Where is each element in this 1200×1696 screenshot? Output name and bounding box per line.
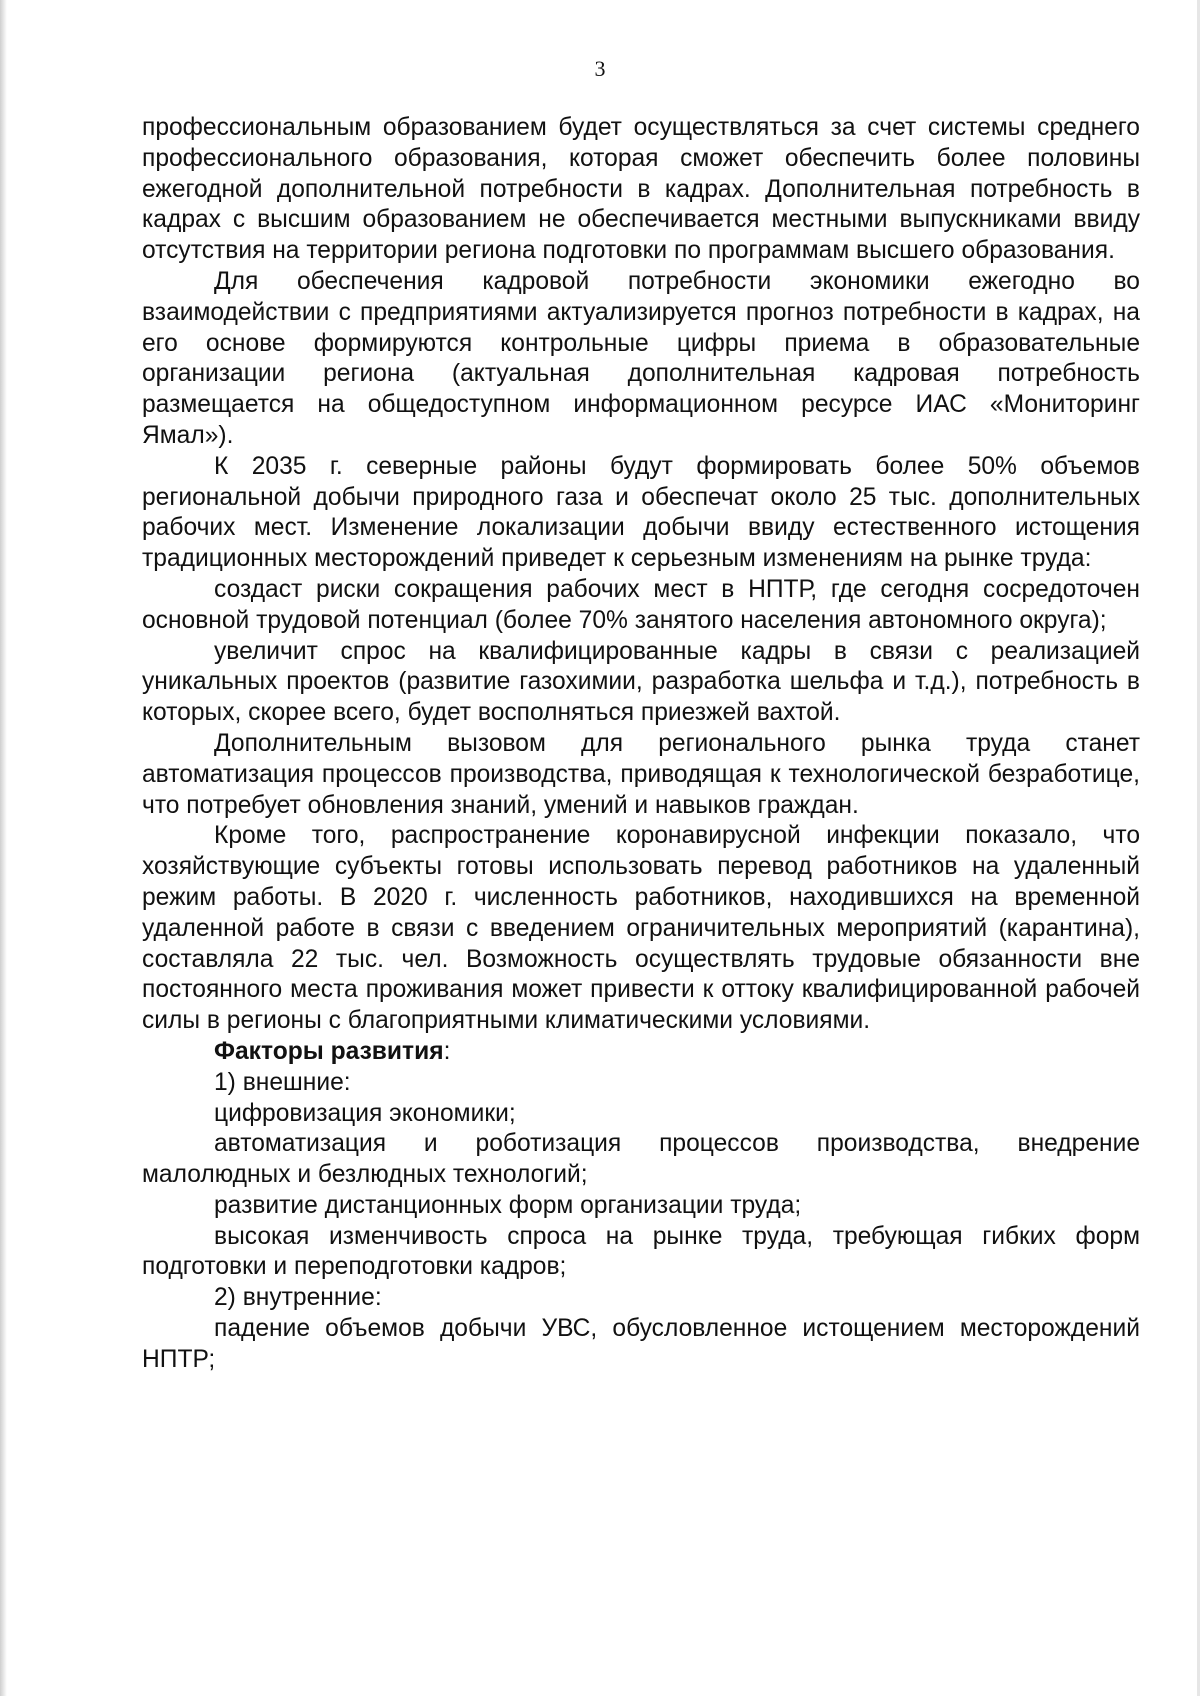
paragraph-staffing-forecast: Для обеспечения кадровой потребности экономики ежегодно во взаимодействии с предприятиями актуализируется прогноз потребности в кадрах, на его основе формируются контрольные цифры приема в образовательные организации региона (актуальная дополнительная кадровая потребность размещается на общедоступном информационном ресурсе ИАС «Мониторинг Ямал»). bbox=[142, 267, 1140, 449]
page-number: 3 bbox=[594, 56, 606, 81]
paragraph-remote-work: Кроме того, распространение коронавирусной инфекции показало, что хозяйствующие субъекты готовы использовать перевод работников на удаленный режим работы. В 2020 г. численность работников, находившихся на временной удаленной работе в связи с введением ограничительных мероприятий (карантина), составляла 22 тыс. чел. Возможность осуществлять трудовые обязанности вне постоянного места проживания может привести к оттоку квалифицированной рабочей силы в регионы с благоприятными климатическими условиями. bbox=[142, 822, 1140, 1035]
list-item-skilled-demand: увеличит спрос на квалифицированные кадры в связи с реализацией уникальных проектов (развитие газохимии, разработка шельфа и т.д.), потребность в которых, скорее всего, будет восполняться приезжей вахтой. bbox=[142, 637, 1140, 727]
factor-internal-item: падение объемов добычи УВС, обусловленное истощением месторождений НПТР; bbox=[142, 1315, 1140, 1373]
paragraph-automation-challenge: Дополнительным вызовом для регионального рынка труда станет автоматизация процессов производства, приводящая к технологической безработице, что потребует обновления знаний, умений и навыков граждан. bbox=[142, 729, 1140, 819]
factors-heading bbox=[142, 1037, 1140, 1068]
factors-internal-label: 2) внутренние: bbox=[214, 1284, 382, 1312]
list-item-job-cut-risks: создаст риски сокращения рабочих мест в НПТР, где сегодня сосредоточен основной трудовой потенциал (более 70% занятого населения автономного округа); bbox=[142, 575, 1140, 634]
factor-external-item: развитие дистанционных форм организации труда; bbox=[214, 1191, 802, 1219]
document-body bbox=[142, 113, 1140, 1376]
factors-external-label: 1) внешние: bbox=[214, 1068, 351, 1096]
factor-external-item: высокая изменчивость спроса на рынке труда, требующая гибких форм подготовки и переподготовки кадров; bbox=[142, 1222, 1140, 1281]
factors-heading-text: Факторы развития bbox=[214, 1037, 444, 1065]
factor-external-item: автоматизация и роботизация процессов производства, внедрение малолюдных и безлюдных технологий; bbox=[142, 1130, 1140, 1189]
scan-page-edge bbox=[0, 0, 7, 1696]
paragraph-continuation: профессиональным образованием будет осуществляться за счет системы среднего профессионального образования, которая сможет обеспечить более половины ежегодной дополнительной потребности в кадрах. Дополнительная потребность в кадрах с высшим образованием не обеспечивается местными выпускниками ввиду отсутствия на территории региона подготовки по программам высшего образования. bbox=[142, 114, 1140, 265]
factors-heading-colon: : bbox=[443, 1037, 451, 1065]
factor-external-item: цифровизация экономики; bbox=[214, 1099, 516, 1127]
paragraph-northern-districts: К 2035 г. северные районы будут формировать более 50% объемов региональной добычи природного газа и обеспечат около 25 тыс. дополнительных рабочих мест. Изменение локализации добычи ввиду естественного истощения традиционных месторождений приведет к серьезным изменениям на рынке труда: bbox=[142, 452, 1140, 573]
